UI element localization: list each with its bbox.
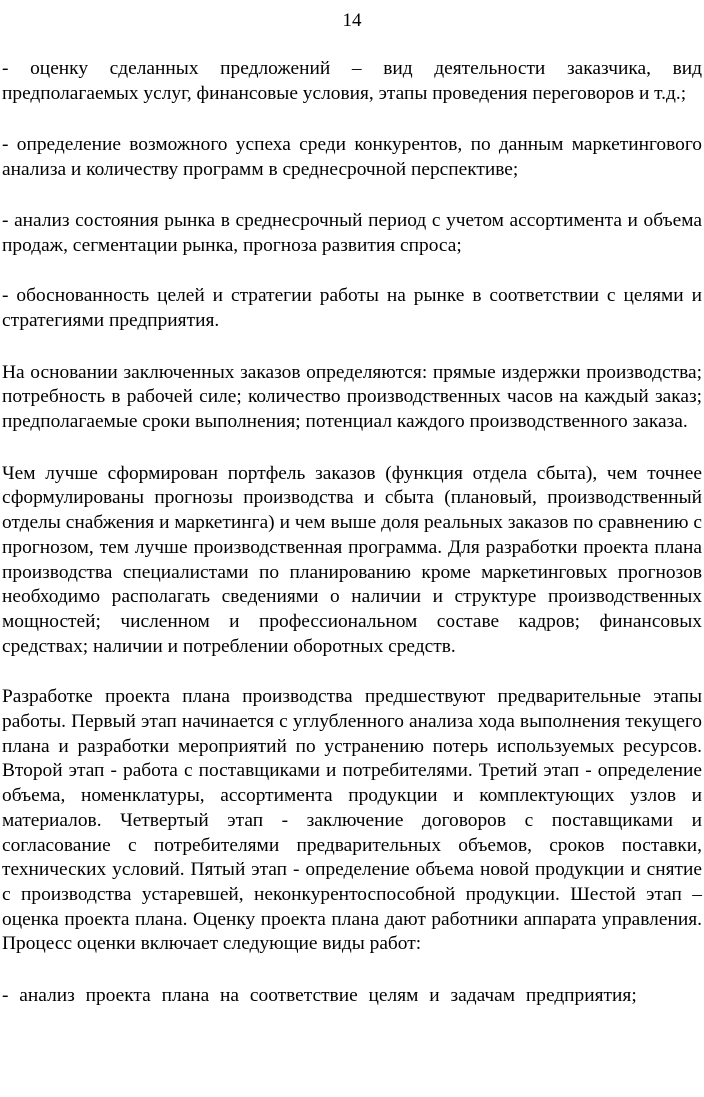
- page-body: [2, 57, 702, 1009]
- paragraph-orders-portfolio: Чем лучше сформирован портфель заказов (функция отдела сбыта), чем точнее сформулированы прогнозы производства и сбыта (плановый, производственный отделы снабжения и маркетинга) и чем выше доля реальных заказов по сравнению с прогнозом, тем лучше производственная программа. Для разработки проекта плана производства специалистами по планированию кроме маркетинговых прогнозов необходимо располагать сведениями о наличии и структуре производственных мощностей; численном и профессиональном составе кадров; финансовых средствах; наличии и потреблении оборотных средств.: [2, 462, 702, 657]
- bullet-goals-justification: - обоснованность целей и стратегии работы на рынке в соответствии с целями и стратегиями предприятия.: [2, 285, 702, 331]
- bullet-offer-evaluation: - оценку сделанных предложений – вид деятельности заказчика, вид предполагаемых услуг, финансовые условия, этапы проведения переговоров и т.д.;: [2, 58, 702, 104]
- bullet-competitor-success: - определение возможного успеха среди конкурентов, по данным маркетингового анализа и количеству программ в среднесрочной перспективе;: [2, 134, 702, 181]
- paragraph-plan-stages: Разработке проекта плана производства предшествуют предварительные этапы работы. Первый этап начинается с углубленного анализа хода выполнения текущего плана и разработки мероприятий по устранению потерь используемых ресурсов. Второй этап - работа с поставщиками и потребителями. Третий этап - определение объема, номенклатуры, ассортимента продукции и комплектующих узлов и материалов. Четвертый этап - заключение договоров с поставщиками и согласование с потребителями предварительных объемов, сроков поставки, технических условий. Пятый этап - определение объема новой продукции и снятие с производства устаревшей, неконкурентоспособной продукции. Шестой этап – оценка проекта плана. Оценку проекта плана дают работники аппарата управления. Процесс оценки включает следующие виды работ:: [2, 686, 702, 955]
- bullet-market-analysis: - анализ состояния рынка в среднесрочный период с учетом ассортимента и объема продаж, сегментации рынка, прогноза развития спроса;: [2, 209, 702, 256]
- bullet-plan-analysis: - анализ проекта плана на соответствие целям и задачам предприятия;: [2, 985, 637, 1007]
- paragraph-orders-basis: На основании заключенных заказов определяются: прямые издержки производства; потребность в рабочей силе; количество производственных часов на каждый заказ; предполагаемые сроки выполнения; потенциал каждого производственного заказа.: [2, 361, 702, 433]
- page-number: 14: [342, 10, 362, 31]
